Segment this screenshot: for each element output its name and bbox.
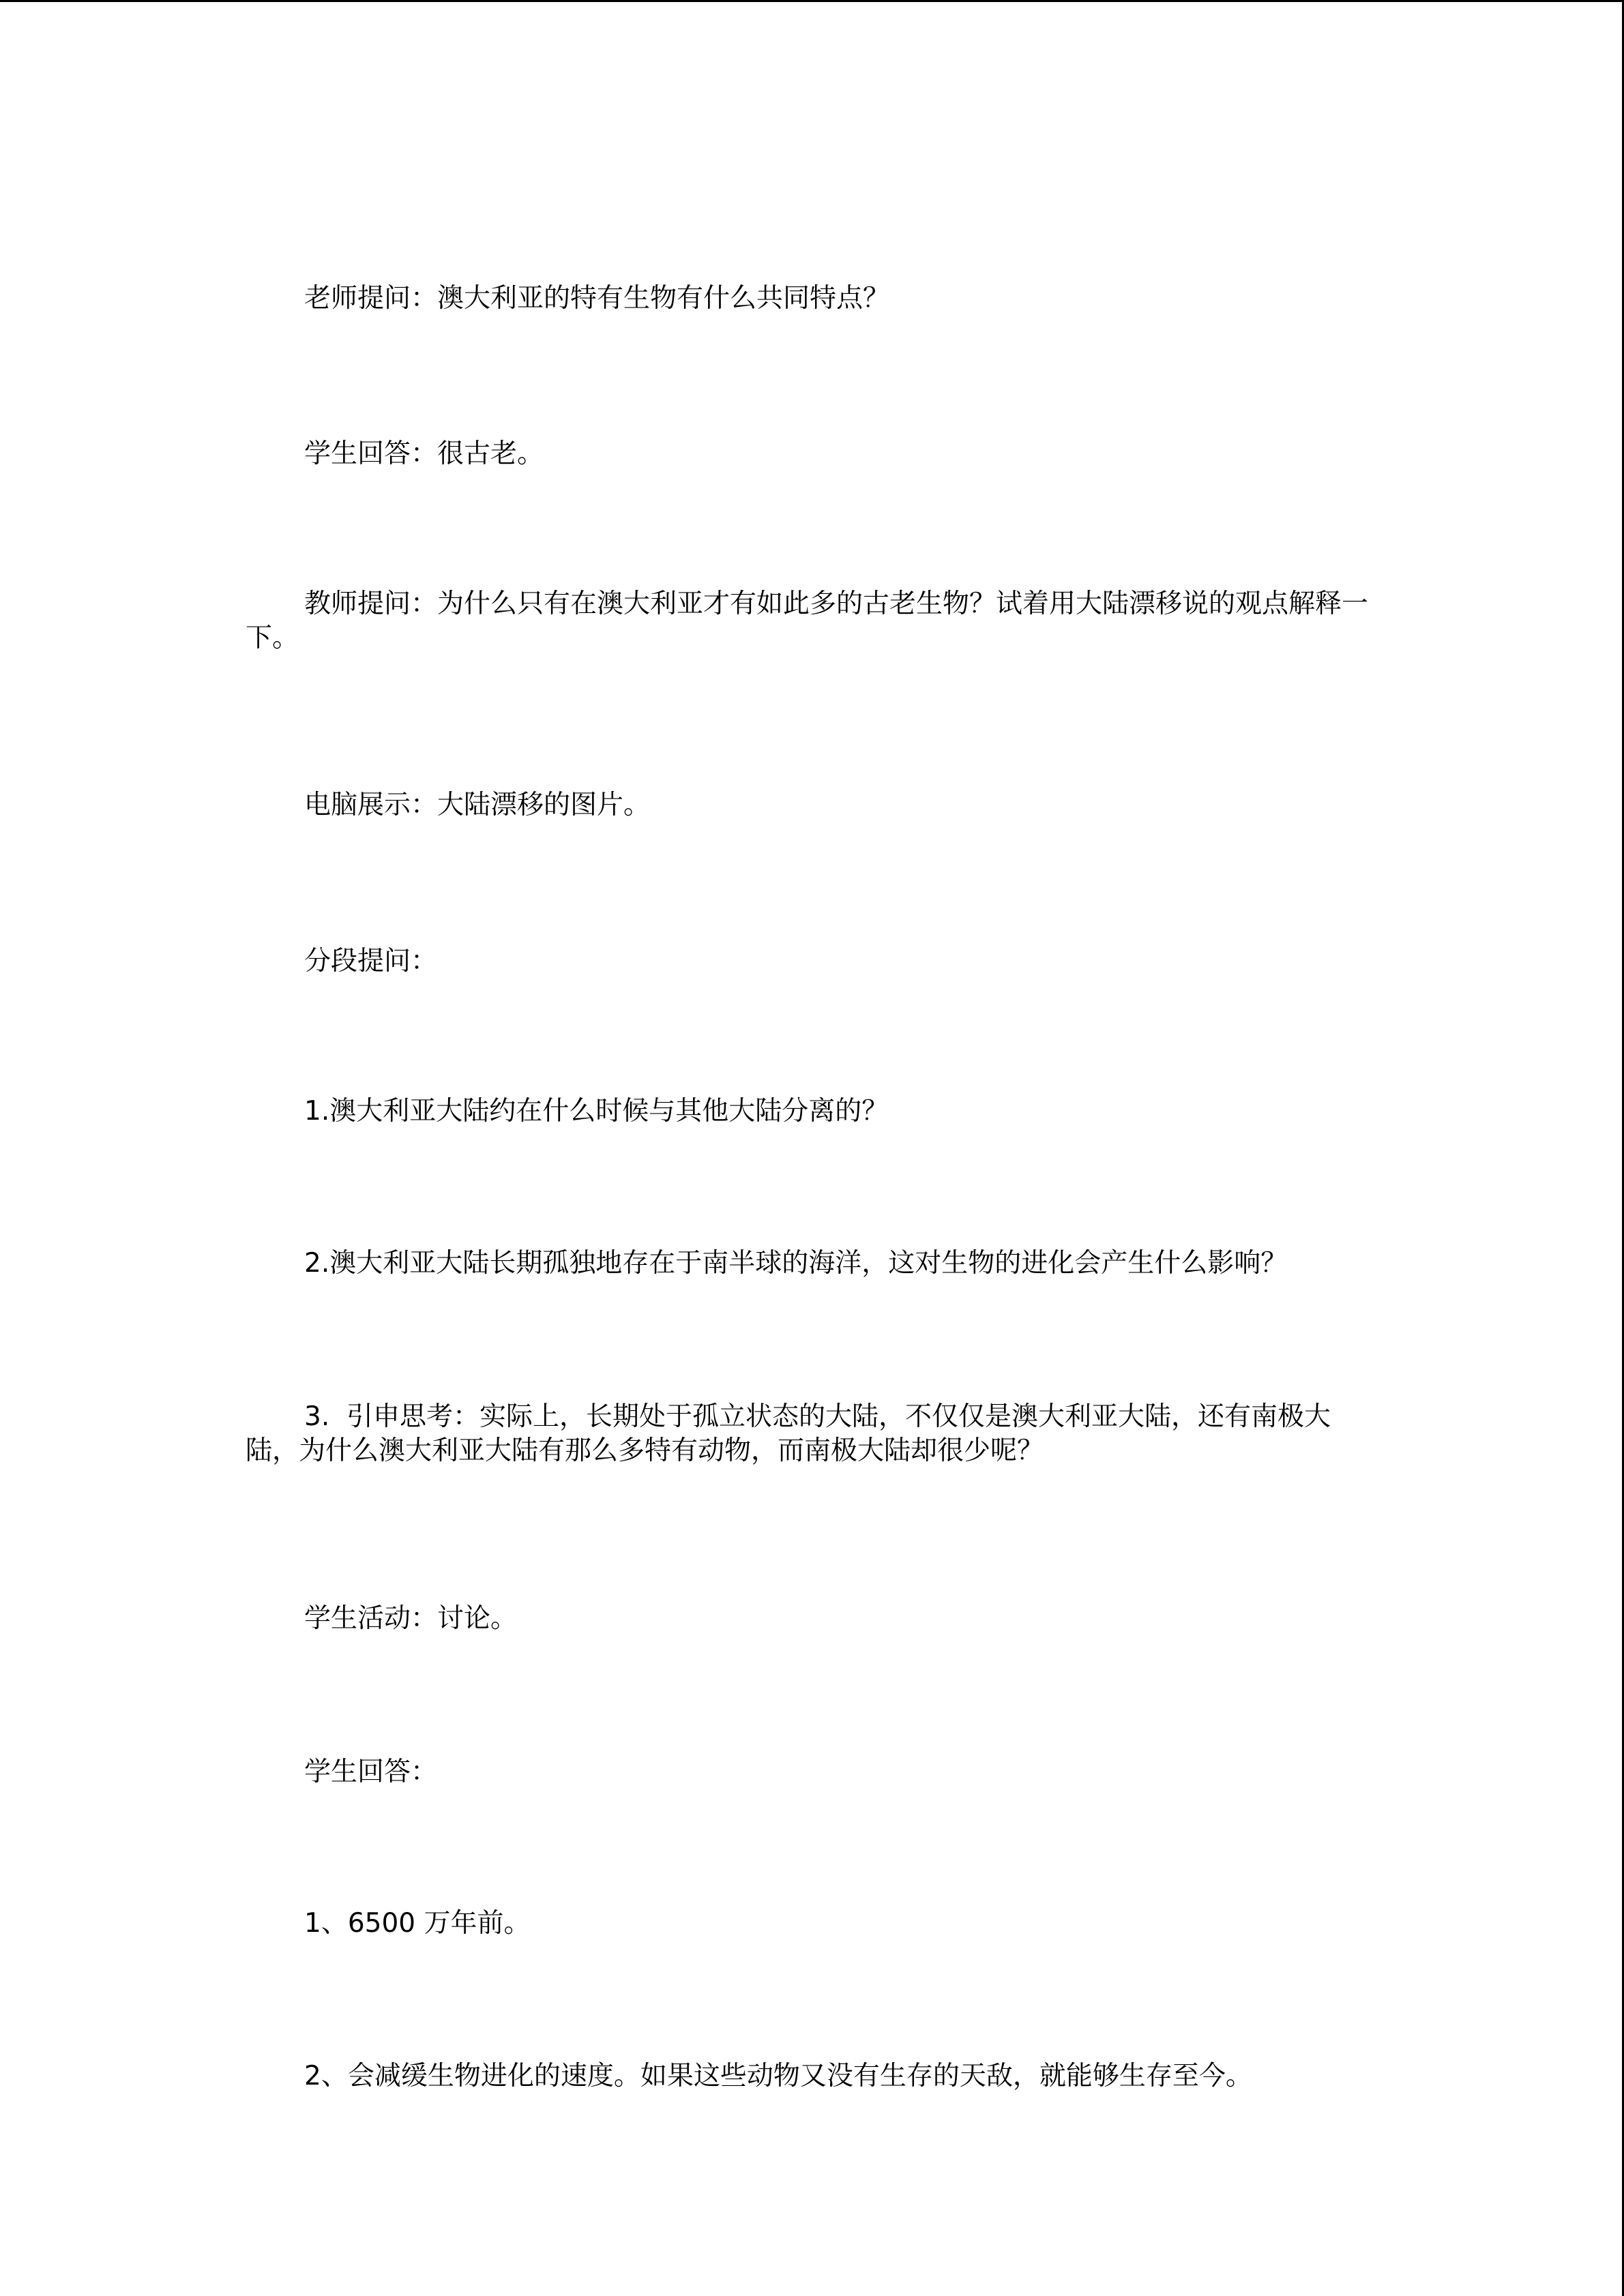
paragraph-answer-1: 1、6500 万年前。 xyxy=(304,1908,531,1939)
paragraph-segment-questions: 分段提问： xyxy=(304,946,438,976)
paragraph-computer-display: 电脑展示：大陆漂移的图片。 xyxy=(304,790,651,820)
paragraph-answer-2: 2、会减缓生物进化的速度。如果这些动物又没有生存的天敌，就能够生存至今。 xyxy=(304,2061,1252,2091)
paragraph-question-3: 3. 引申思考：实际上，长期处于孤立状态的大陆，不仅仅是澳大利亚大陆，还有南极大陆，为什么澳大利亚大陆有那么多特有动物，而南极大陆却很少呢？ xyxy=(246,1401,1331,1466)
paragraph-teacher-question-2: 教师提问：为什么只有在澳大利亚才有如此多的古老生物？试着用大陆漂移说的观点解释一下。 xyxy=(246,588,1369,653)
paragraph-teacher-question-1: 老师提问：澳大利亚的特有生物有什么共同特点？ xyxy=(304,283,890,314)
paragraph-question-2: 2.澳大利亚大陆长期孤独地存在于南半球的海洋，这对生物的进化会产生什么影响？ xyxy=(304,1248,1288,1279)
paragraph-question-1: 1.澳大利亚大陆约在什么时候与其他大陆分离的？ xyxy=(304,1096,889,1127)
paragraph-student-answer-1: 学生回答：很古老。 xyxy=(304,438,544,469)
paragraph-student-activity: 学生活动：讨论。 xyxy=(304,1603,518,1634)
paragraph-student-answer-2: 学生回答： xyxy=(304,1757,438,1787)
